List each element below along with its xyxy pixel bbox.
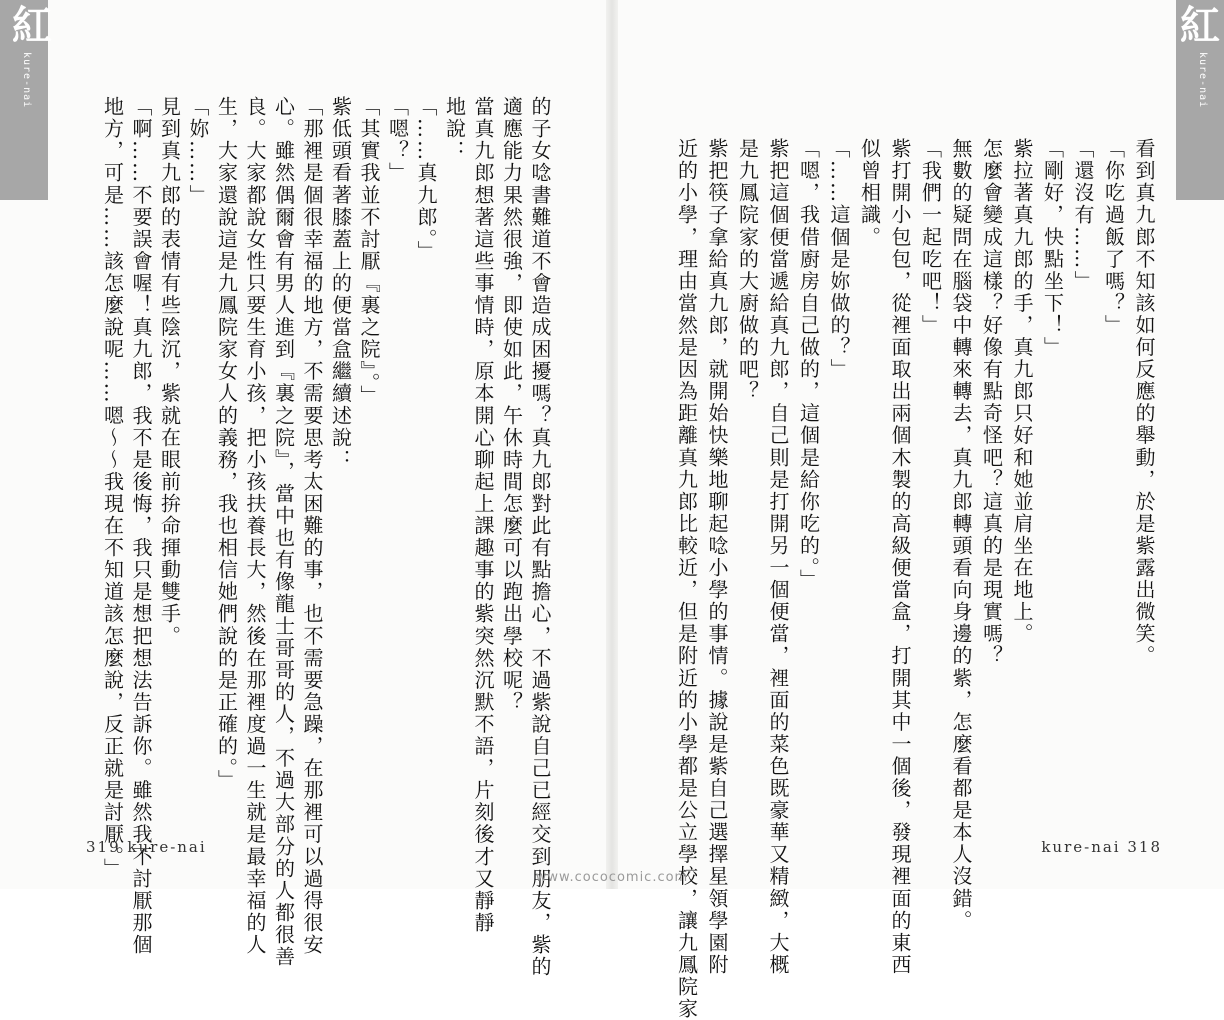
page-number-left: 319 kure-nai bbox=[86, 838, 207, 856]
running-head-roman: kure-nai bbox=[1197, 52, 1208, 109]
text-column: 「啊……不要誤會喔！真九郎，我不是後悔，我只是想把想法告訴你。雖然我不討厭那個 bbox=[129, 96, 153, 956]
text-column: 地說： bbox=[442, 96, 467, 163]
text-column: 無數的疑問在腦袋中轉來轉去，真九郎轉頭看向身邊的紫，怎麼看都是本人沒錯。 bbox=[949, 138, 973, 932]
text-column: 怎麼會變成這樣？好像有點奇怪吧？這真的是現實嗎？ bbox=[979, 138, 1004, 668]
text-column: 「你吃過飯了嗎？」 bbox=[1101, 138, 1126, 337]
text-column: 看到真九郎不知該如何反應的舉動，於是紫露出微笑。 bbox=[1132, 138, 1156, 668]
running-head-tab-left bbox=[0, 0, 52, 200]
text-column: 紫把這個便當遞給真九郎，自己則是打開另一個便當，裡面的菜色既豪華又精緻，大概 bbox=[766, 138, 790, 976]
running-head-roman: kure-nai bbox=[21, 52, 32, 109]
text-column: 似曾相識。 bbox=[857, 138, 882, 249]
text-column: 「嗯，我借廚房自己做的，這個是給你吃的。」 bbox=[796, 138, 821, 592]
text-column: 近的小學，理由當然是因為距離真九郎比較近，但是附近的小學都是公立學校，讓九鳳院家 bbox=[674, 138, 699, 1020]
text-column: 「那裡是個很幸福的地方，不需要思考太困難的事，也不需要急躁，在那裡可以過得很安 bbox=[300, 96, 324, 956]
text-column: 「嗯？」 bbox=[385, 96, 410, 185]
text-column: 生，大家還說這是九鳳院家女人的義務，我也相信她們說的是正確的。」 bbox=[214, 96, 239, 792]
text-column: 「剛好，快點坐下！」 bbox=[1040, 138, 1065, 359]
running-head-tab-right bbox=[1176, 0, 1224, 200]
text-column: 「妳……」 bbox=[186, 96, 210, 207]
text-column: 「……這個是妳做的？」 bbox=[827, 138, 851, 381]
site-watermark: www.cococomic.com bbox=[535, 870, 689, 885]
text-column: 心。雖然偶爾會有男人進到『裏之院』，當中也有像龍士哥哥的人，不過大部分的人都很善 bbox=[271, 96, 296, 968]
text-column: 「我們一起吃吧！」 bbox=[918, 138, 943, 337]
running-head-kanji: 紅 bbox=[1180, 2, 1220, 49]
text-column: 紫拉著真九郎的手，真九郎只好和她並肩坐在地上。 bbox=[1010, 138, 1034, 646]
text-column: 「其實我並不討厭『裏之院』。」 bbox=[357, 96, 381, 407]
page-gutter bbox=[606, 0, 618, 889]
text-column: 的子女唸書難道不會造成困擾嗎？真九郎對此有點擔心，不過紫說自己已經交到朋友，紫的 bbox=[528, 96, 552, 978]
text-column: 是九鳳院家的大廚做的吧？ bbox=[735, 138, 760, 403]
running-head-kanji: 紅 bbox=[12, 2, 52, 49]
text-column: 見到真九郎的表情有些陰沉，紫就在眼前拚命揮動雙手。 bbox=[157, 96, 182, 648]
text-column: 良。大家都說女性只要生育小孩，把小孩扶養長大，然後在那裡度過一生就是最幸福的人 bbox=[243, 96, 267, 956]
text-column: 「還沒有……」 bbox=[1071, 138, 1095, 293]
text-column: 地方，可是……該怎麼說呢……嗯～～我現在不知道該怎麼說，反正就是討厭。」 bbox=[100, 96, 125, 880]
text-column: 紫把筷子拿給真九郎，就開始快樂地聊起唸小學的事情。據說是紫自己選擇星領學園附 bbox=[705, 138, 729, 976]
text-column: 「……真九郎。」 bbox=[414, 96, 438, 263]
page-number-right: kure-nai 318 bbox=[1041, 838, 1162, 856]
text-column: 當真九郎想著這些事情時，原本開心聊起上課趣事的紫突然沉默不語，片刻後才又靜靜 bbox=[471, 96, 495, 934]
text-column: 適應能力果然很強，即使如此，午休時間怎麼可以跑出學校呢？ bbox=[499, 96, 524, 714]
text-column: 紫打開小包包，從裡面取出兩個木製的高級便當盒，打開其中一個後，發現裡面的東西 bbox=[888, 138, 912, 976]
text-column: 紫低頭看著膝蓋上的便當盒繼續述說： bbox=[328, 96, 353, 471]
